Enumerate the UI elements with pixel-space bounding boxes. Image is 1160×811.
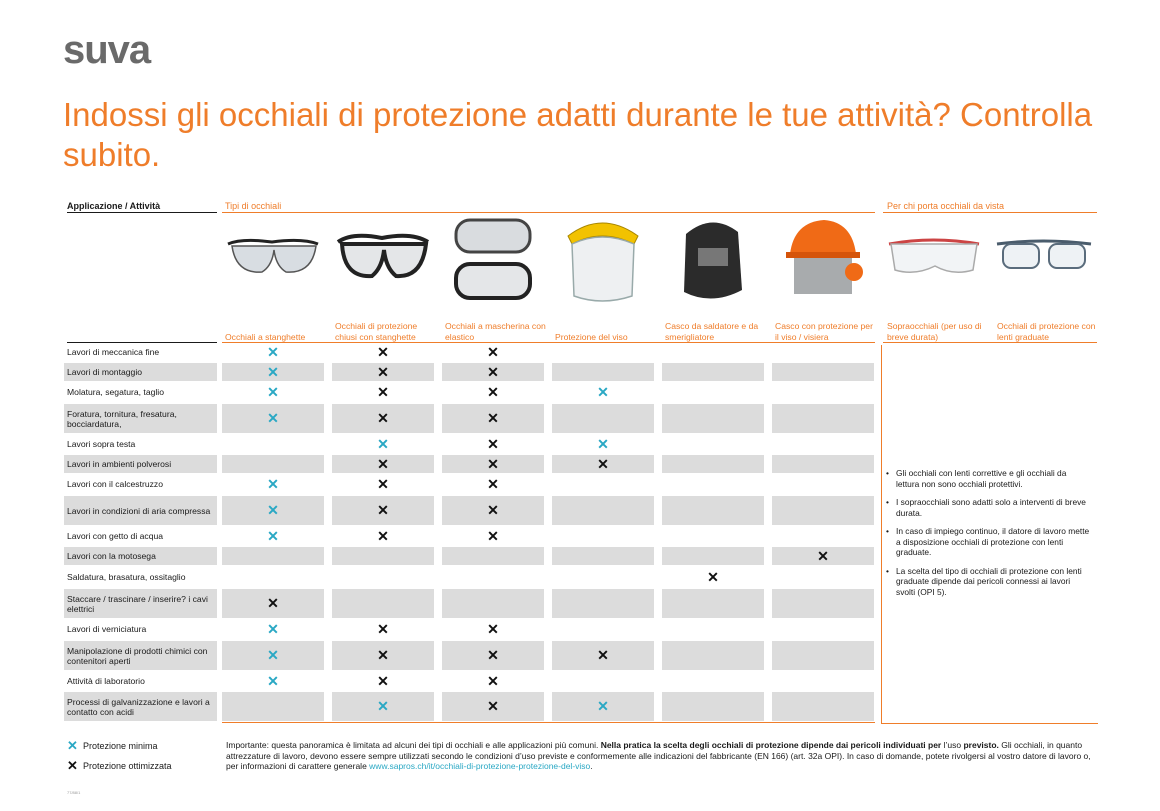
black-cross-icon: ✕ [377, 620, 389, 637]
matrix-cell [772, 475, 874, 493]
matrix-cell [662, 496, 764, 525]
note-item: • I sopraocchiali sono adatti solo a interventi di breve durata. [886, 497, 1086, 518]
matrix-cell [552, 692, 654, 721]
prescription-glasses-icon [993, 214, 1095, 306]
row-label: Staccare / trascinare / inserire? i cavi elettrici [64, 589, 217, 618]
matrix-cell [662, 475, 764, 493]
matrix-cell [552, 672, 654, 690]
face-shield-icon [552, 214, 654, 306]
black-cross-icon: ✕ [377, 383, 389, 400]
black-cross-icon: ✕ [377, 527, 389, 544]
matrix-cell [332, 383, 434, 401]
black-cross-icon: ✕ [487, 620, 499, 637]
overglasses-icon [883, 214, 985, 306]
matrix-cell [332, 475, 434, 493]
black-cross-icon: ✕ [487, 410, 499, 426]
divider [222, 212, 875, 213]
row-label: Lavori di meccanica fine [67, 347, 160, 357]
row-label: Lavori con getto di acqua [67, 531, 164, 541]
black-cross-icon: ✕ [487, 455, 499, 472]
matrix-cell [442, 527, 544, 545]
black-cross-icon: ✕ [487, 363, 499, 380]
section-prescription: Per chi porta occhiali da vista [887, 201, 1005, 211]
matrix-cell [222, 620, 324, 638]
column-header: Occhiali di protezione chiusi con stanghette [335, 321, 418, 342]
teal-cross-icon: ✕ [267, 383, 279, 400]
black-cross-icon: ✕ [817, 547, 829, 564]
divider [222, 722, 875, 723]
row-label: Attività di laboratorio [67, 676, 145, 686]
matrix-cell [662, 455, 764, 473]
column-header: Occhiali di protezione con lenti graduate [997, 321, 1096, 342]
teal-cross-icon: ✕ [597, 383, 609, 400]
column-header: Casco da saldatore e da smerigliatore [665, 321, 759, 342]
teal-cross-icon: ✕ [267, 363, 279, 380]
black-cross-icon: ✕ [377, 410, 389, 426]
matrix-cell [332, 641, 434, 670]
row-label: Lavori di montaggio [64, 363, 217, 381]
matrix-cell [552, 547, 654, 565]
matrix-cell [222, 383, 324, 401]
matrix-cell [442, 620, 544, 638]
matrix-cell [222, 496, 324, 525]
matrix-cell [772, 404, 874, 433]
teal-cross-icon: ✕ [267, 527, 279, 544]
goggles-icon [442, 214, 544, 306]
footer-text: Gli occhiali, in quanto attrezzature di lavoro, devono essere sempre utilizzati secondo le condizioni d’uso previste e conformemente alle indicazioni del fabbricante (EN 166) (art. 32a OPI). In caso di domande, potete rivolgersi al vostro datore di lavoro o, per informazioni di carattere generale [226, 740, 1091, 771]
footer-text: Importante: questa panoramica è limitata ad alcuni dei tipi di occhiali e alle applicazioni più comuni. [226, 740, 601, 750]
document-code: 77/88/1 [67, 790, 81, 795]
row-label: Lavori sopra testa [67, 439, 136, 449]
matrix-cell [332, 435, 434, 453]
matrix-cell [222, 455, 324, 473]
matrix-cell [332, 568, 434, 586]
footer-bold: Nella pratica la scelta degli occhiali di protezione dipende dai pericoli individuati per [600, 740, 942, 750]
matrix-cell [442, 672, 544, 690]
matrix-cell [772, 343, 874, 361]
matrix-cell [552, 475, 654, 493]
note-item: • Gli occhiali con lenti correttive e gli occhiali da lettura non sono occhiali protettivi. [886, 468, 1067, 489]
black-cross-icon: ✕ [377, 475, 389, 492]
matrix-cell [222, 568, 324, 586]
matrix-cell [222, 692, 324, 721]
teal-cross-icon: ✕ [267, 502, 279, 518]
legend-minimum [67, 738, 158, 754]
matrix-cell [332, 692, 434, 721]
black-cross-icon: ✕ [377, 647, 389, 663]
black-cross-icon: ✕ [487, 475, 499, 492]
matrix-cell [332, 620, 434, 638]
matrix-cell [332, 547, 434, 565]
matrix-cell [662, 383, 764, 401]
matrix-cell [662, 527, 764, 545]
teal-cross-icon: ✕ [377, 435, 389, 452]
teal-cross-icon: ✕ [377, 698, 389, 714]
teal-cross-icon: ✕ [267, 475, 279, 492]
row-label: Saldatura, brasatura, ossitaglio [67, 572, 186, 582]
matrix-cell [222, 527, 324, 545]
matrix-cell [772, 589, 874, 618]
section-applications: Applicazione / Attività [67, 201, 161, 211]
matrix-cell [772, 620, 874, 638]
footer-text: . [590, 761, 593, 771]
matrix-cell [222, 404, 324, 433]
matrix-cell [662, 672, 764, 690]
matrix-cell [772, 568, 874, 586]
row-label: Molatura, segatura, taglio [67, 387, 164, 397]
column-header: Occhiali a stanghette [225, 331, 306, 342]
row-label: Lavori in condizioni di aria compressa [64, 496, 217, 525]
matrix-cell [332, 496, 434, 525]
black-cross-icon: ✕ [67, 758, 78, 773]
matrix-cell [442, 475, 544, 493]
matrix-cell [222, 435, 324, 453]
black-cross-icon: ✕ [597, 455, 609, 472]
row-label: Lavori con la motosega [64, 547, 217, 565]
column-header: Occhiali a mascherina con elastico [445, 321, 546, 342]
matrix-cell [772, 383, 874, 401]
matrix-cell [552, 641, 654, 670]
matrix-cell [662, 620, 764, 638]
note-text: In caso di impiego continuo, il datore di lavoro mette a disposizione occhiali di protezione con lenti graduate. [896, 526, 1090, 557]
note-text: Gli occhiali con lenti correttive e gli occhiali da lettura non sono occhiali protettivi. [896, 468, 1067, 489]
matrix-cell [772, 641, 874, 670]
matrix-cell [552, 343, 654, 361]
matrix-cell [222, 363, 324, 381]
matrix-cell [222, 343, 324, 361]
matrix-cell [552, 620, 654, 638]
black-cross-icon: ✕ [487, 698, 499, 714]
matrix-cell [442, 589, 544, 618]
matrix-cell [552, 455, 654, 473]
row-label: Manipolazione di prodotti chimici con contenitori aperti [64, 641, 217, 670]
matrix-cell [662, 641, 764, 670]
page-title: Indossi gli occhiali di protezione adatti durante le tue attività? Controlla subito. [63, 96, 1093, 173]
matrix-cell [222, 641, 324, 670]
black-cross-icon: ✕ [707, 568, 719, 585]
matrix-cell [222, 475, 324, 493]
divider [883, 342, 1097, 343]
matrix-cell [442, 343, 544, 361]
notes-list [886, 468, 1091, 605]
matrix-cell [222, 672, 324, 690]
matrix-cell [772, 527, 874, 545]
row-label: Lavori di verniciatura [67, 624, 147, 634]
matrix-cell [662, 692, 764, 721]
matrix-cell [332, 455, 434, 473]
divider [67, 212, 217, 213]
black-cross-icon: ✕ [487, 647, 499, 663]
footer-text: l’uso [941, 740, 964, 750]
matrix-cell [332, 363, 434, 381]
black-cross-icon: ✕ [487, 343, 499, 360]
row-label: Lavori in ambienti polverosi [64, 455, 217, 473]
suva-logo: suva [63, 28, 151, 72]
matrix-cell [442, 496, 544, 525]
column-header: Casco con protezione per il viso / visiera [775, 321, 873, 342]
legend-optimized [67, 758, 172, 774]
matrix-cell [772, 496, 874, 525]
black-cross-icon: ✕ [487, 383, 499, 400]
matrix-cell [552, 496, 654, 525]
matrix-cell [332, 404, 434, 433]
footer-note [226, 740, 1096, 772]
note-text: La scelta del tipo di occhiali di protezione con lenti graduate dipende dai pericoli connessi ai lavori svolti (OPI 5). [896, 565, 1082, 597]
matrix-cell [662, 435, 764, 453]
matrix-cell [772, 547, 874, 565]
matrix-cell [772, 363, 874, 381]
matrix-cell [552, 383, 654, 401]
black-cross-icon: ✕ [487, 527, 499, 544]
teal-cross-icon: ✕ [267, 620, 279, 637]
matrix-cell [442, 568, 544, 586]
matrix-cell [552, 404, 654, 433]
matrix-cell [332, 527, 434, 545]
note-item: • In caso di impiego continuo, il datore di lavoro mette a disposizione occhiali di protezione con lenti graduate. [886, 526, 1090, 557]
teal-cross-icon: ✕ [267, 343, 279, 360]
matrix-cell [772, 672, 874, 690]
matrix-cell [442, 455, 544, 473]
black-cross-icon: ✕ [377, 672, 389, 689]
matrix-cell [662, 589, 764, 618]
teal-cross-icon: ✕ [597, 435, 609, 452]
black-cross-icon: ✕ [377, 502, 389, 518]
matrix-cell [662, 568, 764, 586]
matrix-cell [662, 343, 764, 361]
matrix-cell [552, 568, 654, 586]
matrix-cell [552, 527, 654, 545]
black-cross-icon: ✕ [487, 672, 499, 689]
black-cross-icon: ✕ [487, 435, 499, 452]
black-cross-icon: ✕ [267, 595, 279, 611]
teal-cross-icon: ✕ [267, 672, 279, 689]
divider [883, 212, 1097, 213]
footer-bold: previsto. [963, 740, 999, 750]
safety-glasses-icon [222, 214, 324, 306]
black-cross-icon: ✕ [377, 343, 389, 360]
matrix-cell [442, 547, 544, 565]
column-header: Protezione del viso [555, 331, 628, 342]
note-item: • La scelta del tipo di occhiali di protezione con lenti graduate dipende dai pericoli connessi ai lavori svolti (OPI 5). [886, 565, 1082, 597]
matrix-cell [772, 692, 874, 721]
matrix-cell [662, 547, 764, 565]
row-label: Foratura, tornitura, fresatura, bocciardatura, [64, 404, 217, 433]
matrix-cell [222, 547, 324, 565]
black-cross-icon: ✕ [597, 647, 609, 663]
row-label: Lavori con il calcestruzzo [67, 479, 164, 489]
welding-helmet-icon [662, 214, 764, 306]
teal-cross-icon: ✕ [67, 738, 78, 753]
matrix-cell [442, 363, 544, 381]
note-text: I sopraocchiali sono adatti solo a interventi di breve durata. [896, 497, 1086, 518]
section-glasses-types: Tipi di occhiali [225, 201, 282, 211]
matrix-cell [552, 589, 654, 618]
matrix-cell [442, 404, 544, 433]
matrix-cell [332, 589, 434, 618]
matrix-cell [552, 435, 654, 453]
matrix-cell [442, 641, 544, 670]
column-header: Sopraocchiali (per uso di breve durata) [887, 321, 982, 342]
black-cross-icon: ✕ [487, 502, 499, 518]
teal-cross-icon: ✕ [597, 698, 609, 714]
matrix-cell [332, 672, 434, 690]
black-cross-icon: ✕ [377, 363, 389, 380]
forestry-helmet-icon [772, 214, 874, 306]
matrix-cell [552, 363, 654, 381]
matrix-cell [772, 455, 874, 473]
matrix-cell [442, 435, 544, 453]
matrix-cell [662, 404, 764, 433]
teal-cross-icon: ✕ [267, 647, 279, 663]
sapros-link[interactable]: www.sapros.ch/it/occhiali-di-protezione-protezione-del-viso [369, 761, 591, 771]
matrix-cell [442, 692, 544, 721]
matrix-cell [332, 343, 434, 361]
closed-glasses-icon [332, 214, 434, 306]
matrix-cell [772, 435, 874, 453]
matrix-cell [442, 383, 544, 401]
matrix-cell [222, 589, 324, 618]
row-label: Processi di galvanizzazione e lavori a contatto con acidi [64, 692, 217, 721]
black-cross-icon: ✕ [377, 455, 389, 472]
legend-label: Protezione ottimizzata [83, 761, 172, 771]
matrix-cell [662, 363, 764, 381]
teal-cross-icon: ✕ [267, 410, 279, 426]
legend-label: Protezione minima [83, 741, 158, 751]
